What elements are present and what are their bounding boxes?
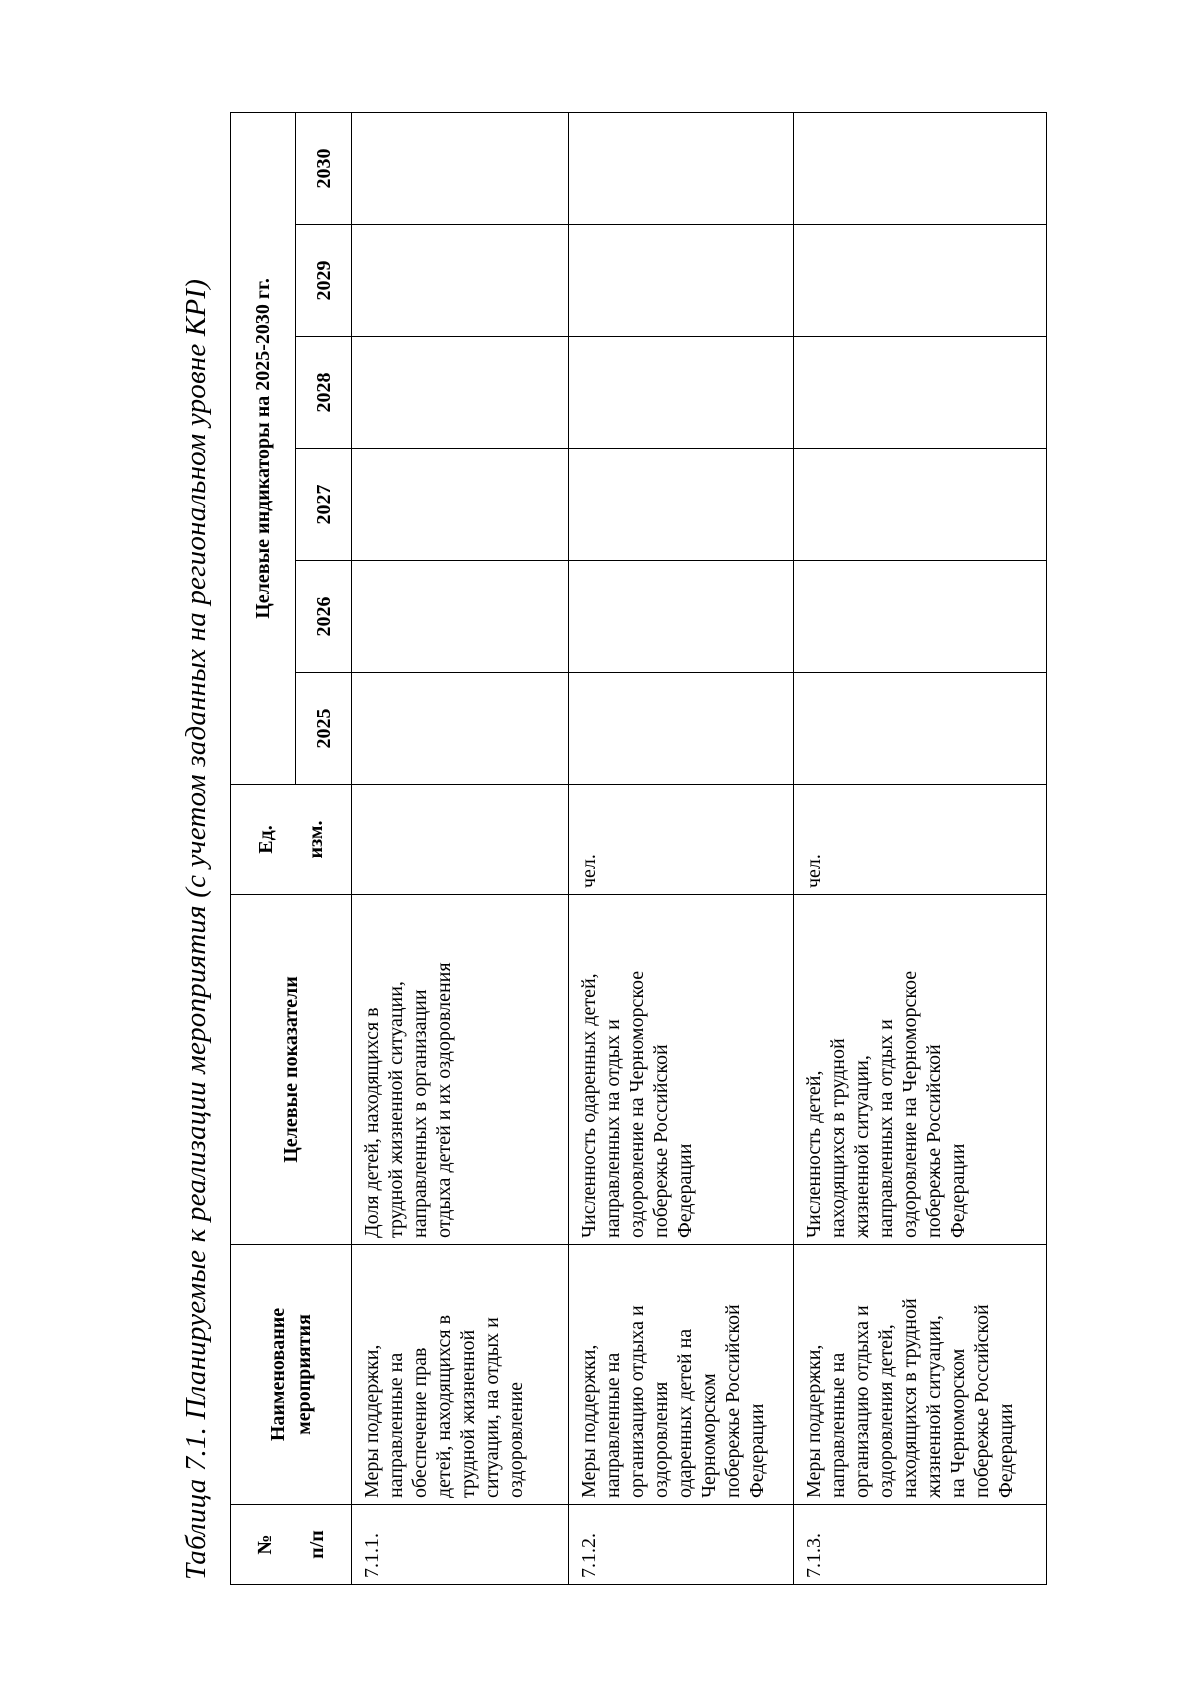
year-value-cell — [352, 449, 569, 561]
rotated-page — [45, 50, 1175, 1650]
unit-cell: чел. — [569, 785, 794, 895]
year-value-cell — [794, 561, 1047, 673]
year-value-cell — [794, 449, 1047, 561]
row-number: 7.1.3. — [794, 1505, 1047, 1585]
measure-name: Меры поддержки, направленные на организацию отдыха и оздоровления одаренных детей на Черноморском побережье Российской Федерации — [569, 1245, 794, 1505]
year-value-cell — [352, 561, 569, 673]
year-value-cell — [794, 673, 1047, 785]
year-value-cell — [569, 337, 794, 449]
year-value-cell — [569, 673, 794, 785]
kpi-table — [230, 112, 1047, 1585]
target-indicator: Доля детей, находящихся в трудной жизненной ситуации, направленных в организации отдыха детей и их оздоровления — [352, 895, 569, 1245]
measure-name: Меры поддержки, направленные на организацию отдыха и оздоровления детей, находящихся в трудной жизненной ситуации, на Черноморском побережье Российской Федерации — [794, 1245, 1047, 1505]
table-caption: Таблица 7.1. Планируемые к реализации мероприятия (с учетом заданных на региональном уровне KPI) — [180, 278, 212, 1580]
year-value-cell — [352, 673, 569, 785]
year-value-cell — [352, 112, 569, 224]
unit-cell — [352, 785, 569, 895]
header-unit: Ед. изм. — [231, 785, 352, 895]
year-value-cell — [352, 337, 569, 449]
row-number: 7.1.1. — [352, 1505, 569, 1585]
header-year: 2029 — [296, 225, 352, 337]
year-value-cell — [794, 225, 1047, 337]
year-value-cell — [569, 449, 794, 561]
year-value-cell — [352, 225, 569, 337]
header-year: 2026 — [296, 561, 352, 673]
unit-cell: чел. — [794, 785, 1047, 895]
header-year: 2027 — [296, 449, 352, 561]
year-value-cell — [569, 225, 794, 337]
year-value-cell — [569, 112, 794, 224]
header-row — [231, 112, 296, 1584]
measure-name: Меры поддержки, направленные на обеспечение прав детей, находящихся в трудной жизненной ситуации, на отдых и оздоровление — [352, 1245, 569, 1505]
table-row — [794, 112, 1047, 1584]
target-indicator: Численность одаренных детей, направленных на отдых и оздоровление на Черноморское побережье Российской Федерации — [569, 895, 794, 1245]
header-targets: Целевые индикаторы на 2025-2030 гг. — [231, 112, 296, 784]
header-year: 2030 — [296, 112, 352, 224]
table-row — [569, 112, 794, 1584]
header-year: 2025 — [296, 673, 352, 785]
header-year: 2028 — [296, 337, 352, 449]
header-name: Наименование мероприятия — [231, 1245, 352, 1505]
year-value-cell — [569, 561, 794, 673]
year-value-cell — [794, 112, 1047, 224]
table-row — [352, 112, 569, 1584]
header-num: № п/п — [231, 1505, 352, 1585]
year-value-cell — [794, 337, 1047, 449]
target-indicator: Численность детей, находящихся в трудной жизненной ситуации, направленных на отдых и оздоровление на Черноморское побережье Российской Федерации — [794, 895, 1047, 1245]
header-indicator: Целевые показатели — [231, 895, 352, 1245]
row-number: 7.1.2. — [569, 1505, 794, 1585]
